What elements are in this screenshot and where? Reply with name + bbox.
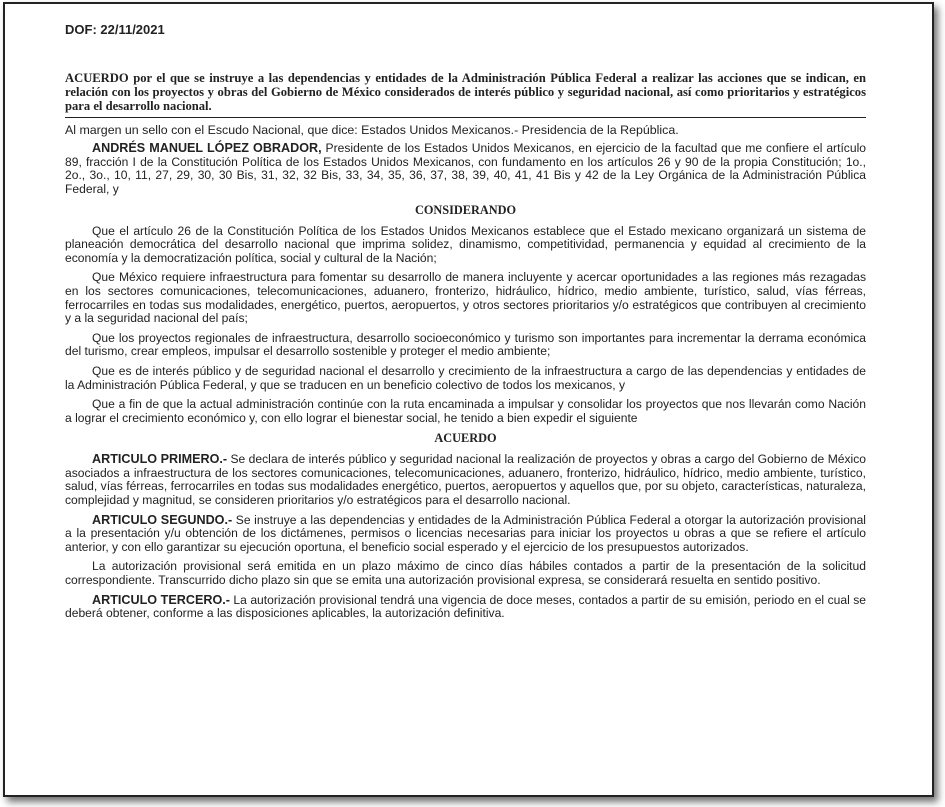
president-name: ANDRÉS MANUEL LÓPEZ OBRADOR,	[92, 141, 322, 156]
seal-paragraph: Al margen un sello con el Escudo Nacional, que dice: Estados Unidos Mexicanos.- Presidencia de la República.	[65, 122, 679, 137]
document-content	[65, 22, 866, 627]
dof-date: DOF: 22/11/2021	[65, 22, 165, 37]
acuerdo-heading: ACUERDO	[434, 431, 497, 446]
considerando-heading: CONSIDERANDO	[414, 202, 517, 217]
articulo-tercero-text: La autorización provisional tendrá una vigencia de doce meses, contados a partir de su emisión, periodo en el cual se deberá obtener, conforme a las disposiciones aplicables, la autorización definitiva.	[65, 592, 866, 621]
articulo-tercero	[65, 594, 866, 621]
considerando-paragraph: Que es de interés público y de seguridad nacional el desarrollo y crecimiento de la infraestructura a cargo de las dependencias y entidades de la Administración Pública Federal, y que se traducen en un beneficio colectivo de todos los mexicanos, y	[65, 363, 866, 392]
considerando-paragraph: Que los proyectos regionales de infraestructura, desarrollo socioeconómico y turismo son importantes para incrementar la derrama económica del turismo, crear empleos, impulsar el desarrollo sostenible y proteger el medio ambiente;	[65, 330, 866, 359]
document-title: ACUERDO por el que se instruye a las dependencias y entidades de la Administración Pública Federal a realizar las acciones que se indican, en relación con los proyectos y obras del Gobierno de México considerados de interés público y seguridad nacional, así como prioritarios y estratégicos para el desarrollo nacional.	[65, 71, 866, 118]
considerando-paragraph: Que el artículo 26 de la Constitución Política de los Estados Unidos Mexicanos establece que el Estado mexicano organizará un sistema de planeación democrática del desarrollo nacional que imprima solidez, dinamismo, competitividad, permanencia y equidad al crecimiento de la economía y la democratización política, social y cultural de la Nación;	[65, 223, 866, 265]
articulo-primero-text: Se declara de interés público y seguridad nacional la realización de proyectos y obras a cargo del Gobierno de México asociados a infraestructura de los sectores comunicaciones, telecomunicaciones, aduanero, fronterizo, hidráulico, hídrico, medio ambiente, turístico, salud, vías férreas, ferrocarriles en todas sus modalidades energético, puertos, aeropuertos y aquellos que, por su objeto, características, naturaleza, complejidad y magnitud, se consideren prioritarios y/o estratégicos para el desarrollo nacional.	[65, 452, 866, 508]
considerando-paragraph: Que a fin de que la actual administración continúe con la ruta encaminada a impulsar y consolidar los proyectos que nos llevarán como Nación a lograr el crecimiento económico y, con ello lograr el bienestar social, he tenido a bien expedir el siguiente	[65, 397, 866, 425]
articulo-segundo-text: Se instruye a las dependencias y entidades de la Administración Pública Federal a otorgar la autorización provisional a la presentación y/u obtención de los dictámenes, permisos o licencias necesarias para iniciar los proyectos u obras a que se refiere el artículo anterior, y con ello garantizar su ejecución oportuna, el beneficio social esperado y el ejercicio de los presupuestos autorizados.	[65, 512, 866, 554]
articulo-tercero-label: ARTICULO TERCERO.-	[92, 592, 230, 607]
considerando-paragraph: Que México requiere infraestructura para fomentar su desarrollo de manera incluyente y acercar oportunidades a las regiones más rezagadas en los sectores comunicaciones, telecomunicaciones, aduanero, fronterizo, hidráulico, hídrico, medio ambiente, turístico, salud, vías férreas, ferrocarriles en todas sus modalidades, energético, puertos, aeropuertos, y otros sectores prioritarios y/o estratégicos que contribuyen al crecimiento y a la seguridad nacional del país;	[65, 270, 866, 326]
articulo-segundo	[65, 514, 866, 555]
segundo-paragraph: La autorización provisional será emitida en un plazo máximo de cinco días hábiles contados a partir de la presentación de la solicitud correspondiente. Transcurrido dicho plazo sin que se emita una autorización provisional expresa, se considerará resuelta en sentido positivo.	[65, 559, 866, 588]
intro-text: Presidente de los Estados Unidos Mexicanos, en ejercicio de la facultad que me confiere el artículo 89, fracción I de la Constitución Política de los Estados Unidos Mexicanos, con fundamento en los artículos 26 y 90 de la propia Constitución; 1o., 2o., 3o., 10, 11, 27, 29, 30, 30 Bis, 31, 32, 32 Bis, 33, 34, 35, 36, 37, 38, 39, 40, 41, 41 Bis y 42 de la Ley Orgánica de la Administración Pública Federal, y	[65, 141, 866, 196]
intro-paragraph	[65, 142, 866, 196]
articulo-primero	[65, 453, 866, 507]
articulo-primero-label: ARTICULO PRIMERO.-	[92, 452, 228, 467]
articulo-segundo-label: ARTICULO SEGUNDO.-	[92, 512, 233, 527]
document-frame	[3, 2, 934, 797]
